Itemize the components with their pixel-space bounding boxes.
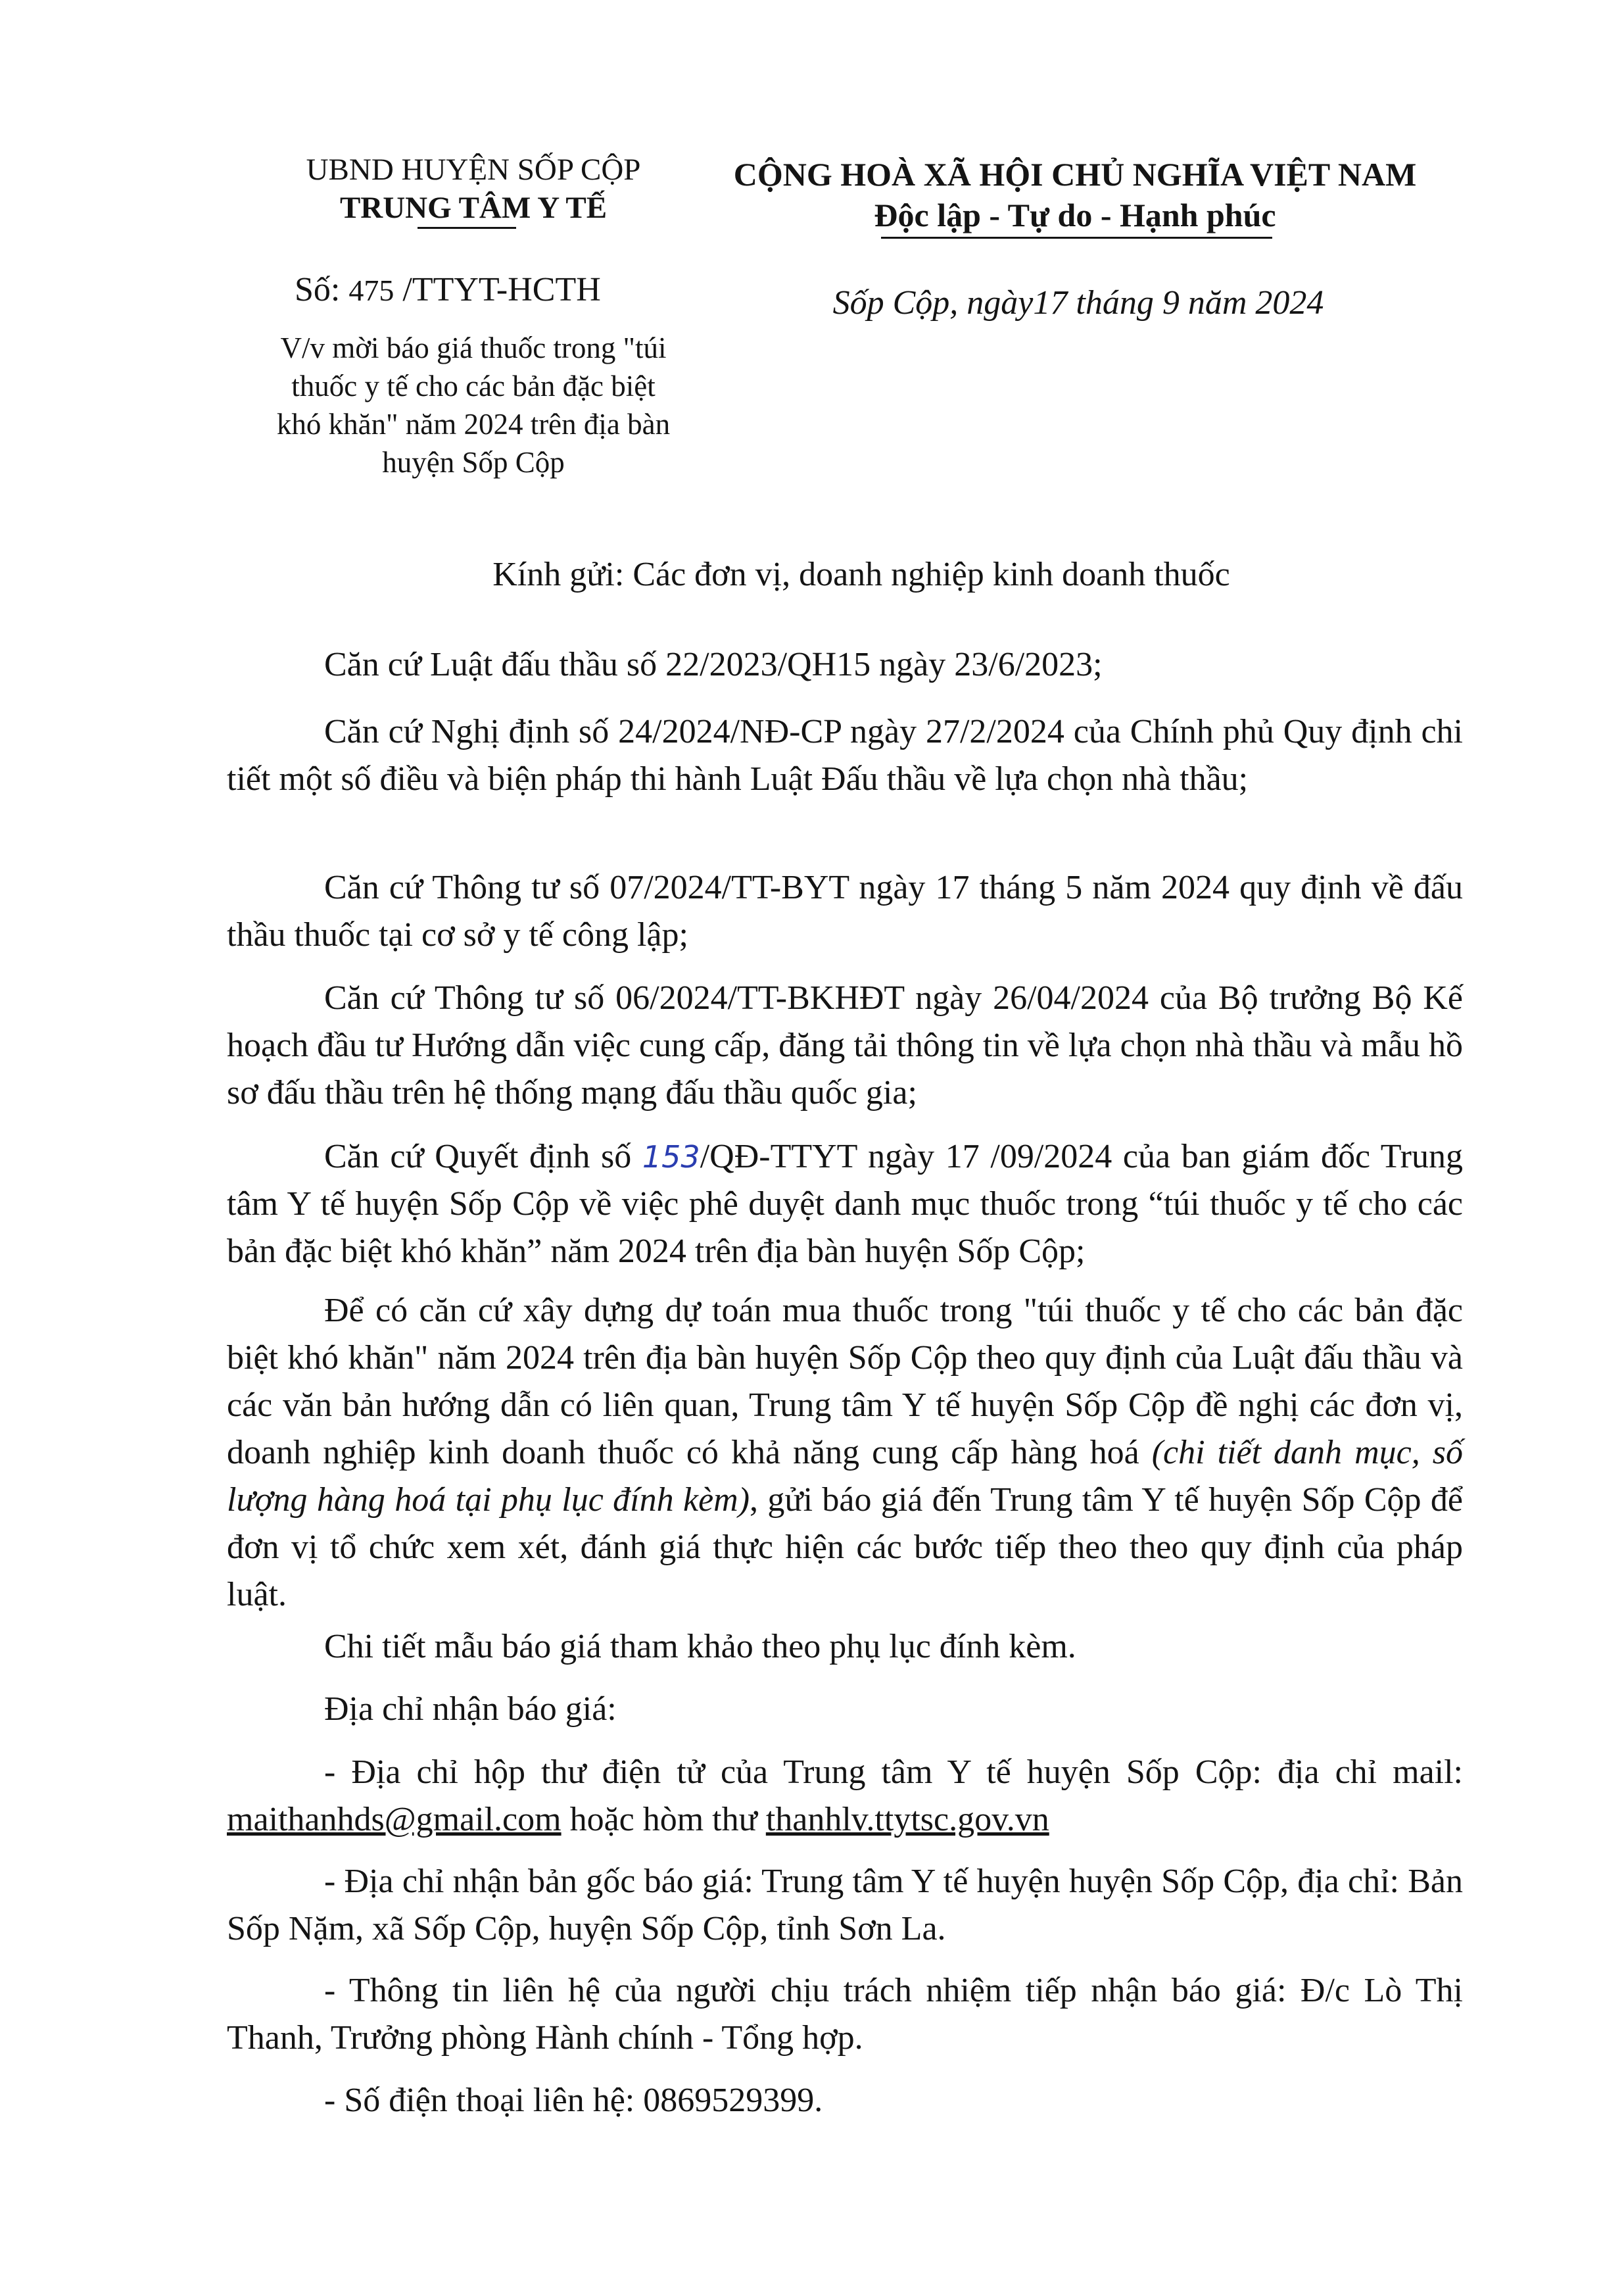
phone-line: - Số điện thoại liên hệ: 0869529399. — [324, 2082, 823, 2119]
decision-text-pre: Căn cứ Quyết định số — [324, 1138, 642, 1175]
subject-line: V/v mời báo giá thuốc trong "túi — [280, 331, 667, 364]
basis-decree: Căn cứ Nghị định số 24/2024/NĐ-CP ngày 27/2/2024 của Chính phủ Quy định chi tiết một số điều và biện pháp thi hành Luật Đấu thầu về lựa chọn nhà thầu; — [227, 713, 1463, 798]
original-address-line: - Địa chỉ nhận bản gốc báo giá: Trung tâm Y tế huyện huyện Sốp Cộp, địa chỉ: Bản Sốp Nặm, xã Sốp Cộp, huyện Sốp Cộp, tỉnh Sơn La. — [227, 1863, 1463, 1947]
national-motto: Độc lập - Tự do - Hạnh phúc — [874, 197, 1276, 233]
basis-circular-byt: Căn cứ Thông tư số 07/2024/TT-BYT ngày 17 tháng 5 năm 2024 quy định về đấu thầu thuốc tại cơ sở y tế công lập; — [227, 869, 1463, 954]
motto-underline — [881, 237, 1272, 239]
basis-law: Căn cứ Luật đấu thầu số 22/2023/QH15 ngày 23/6/2023; — [324, 646, 1103, 683]
subject-line: huyện Sốp Cộp — [382, 446, 565, 479]
subject-line: thuốc y tế cho các bản đặc biệt — [291, 370, 656, 403]
handwritten-decision-number: 153 — [642, 1139, 700, 1175]
issuing-agency: UBND HUYỆN SỐP CỘP — [306, 153, 641, 187]
issuing-unit: TRUNG TÂM Y TẾ — [339, 191, 608, 225]
email-line-mid: hoặc hòm thư — [561, 1801, 766, 1838]
address-label: Địa chỉ nhận báo giá: — [324, 1690, 617, 1728]
document-number — [295, 266, 702, 314]
number-value: 475 — [348, 274, 394, 307]
email-line-pre: - Địa chỉ hộp thư điện tử của Trung tâm Y tế huyện Sốp Cộp: địa chỉ mail: — [324, 1753, 1463, 1791]
subject-block — [224, 329, 723, 481]
email-address-line — [227, 1749, 1463, 1844]
email-link[interactable]: maithanhds@gmail.com — [227, 1801, 561, 1838]
request-italic-note: (chi tiết danh mục, số lượng hàng hoá tại phụ lục đính kèm) — [227, 1434, 1463, 1519]
basis-circular-bkhdt: Căn cứ Thông tư số 06/2024/TT-BKHĐT ngày 26/04/2024 của Bộ trưởng Bộ Kế hoạch đầu tư Hướng dẫn việc cung cấp, đăng tải thông tin về lựa chọn nhà thầu và mẫu hồ sơ đấu thầu trên hệ thống mạng đấu thầu quốc gia; — [227, 979, 1463, 1111]
request-text-pre: Để có căn cứ xây dựng dự toán mua thuốc trong "túi thuốc y tế cho các bản đặc biệt khó khăn" năm 2024 trên địa bàn huyện Sốp Cộp theo quy định của Luật đấu thầu và các văn bản hướng dẫn có liên quan, Trung tâm Y tế huyện Sốp Cộp đề nghị các đơn vị, doanh nghiệp kinh doanh thuốc có khả năng cung cấp hàng hoá — [227, 1292, 1463, 1471]
request-paragraph — [227, 1287, 1463, 1619]
contact-person-line: - Thông tin liên hệ của người chịu trách nhiệm tiếp nhận báo giá: Đ/c Lò Thị Thanh, Trưởng phòng Hành chính - Tổng hợp. — [227, 1972, 1463, 2057]
subject-line: khó khăn" năm 2024 trên địa bàn — [276, 408, 671, 441]
decision-text-post: /QĐ-TTYT ngày 17 /09/2024 của ban giám đốc Trung tâm Y tế huyện Sốp Cộp về việc phê duyệt danh mục thuốc trong “túi thuốc y tế cho các bản đặc biệt khó khăn” năm 2024 trên địa bàn huyện Sốp Cộp; — [227, 1138, 1464, 1270]
mailbox-link[interactable]: thanhlv.ttytsc.gov.vn — [765, 1801, 1049, 1838]
addressee: Kính gửi: Các đơn vị, doanh nghiệp kinh doanh thuốc — [492, 556, 1230, 593]
request-text-post: , gửi báo giá đến Trung tâm Y tế huyện Sốp Cộp để đơn vị tổ chức xem xét, đánh giá thực hiện các bước tiếp theo theo quy định của pháp luật. — [227, 1481, 1463, 1613]
unit-underline — [418, 227, 516, 229]
number-suffix: /TTYT-HCTH — [402, 271, 601, 308]
nation-title: CỘNG HOÀ XÃ HỘI CHỦ NGHĨA VIỆT NAM — [733, 156, 1417, 193]
basis-decision — [227, 1133, 1463, 1275]
number-prefix: Số: — [295, 271, 341, 308]
place-date: Sốp Cộp, ngày17 tháng 9 năm 2024 — [832, 284, 1324, 322]
quote-template-note: Chi tiết mẫu báo giá tham khảo theo phụ lục đính kèm. — [324, 1628, 1076, 1665]
